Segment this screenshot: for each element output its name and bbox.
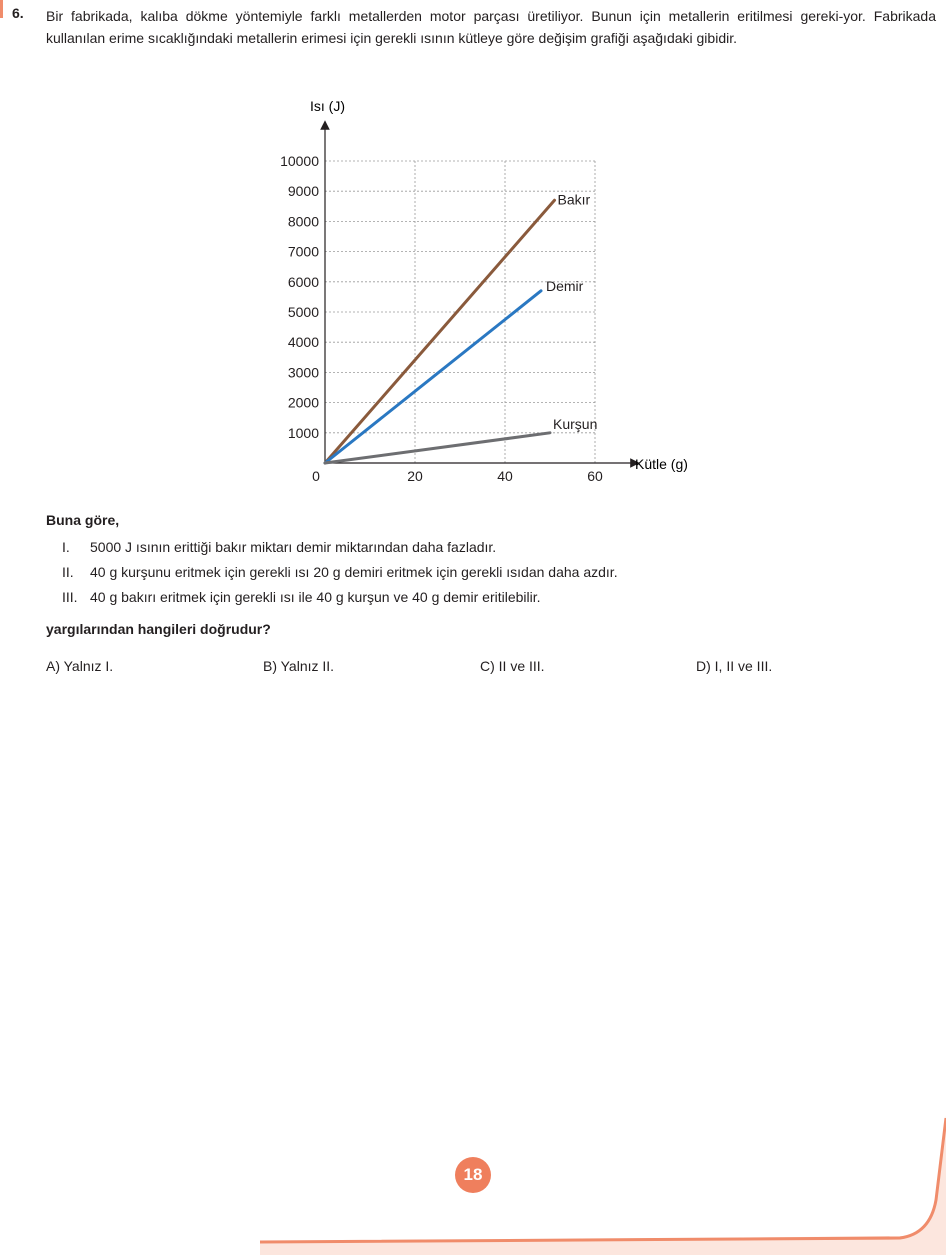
question-number: 6. [12, 5, 24, 21]
y-axis-label: Isı (J) [310, 98, 345, 114]
y-tick-label: 7000 [287, 243, 319, 260]
page-number-badge: 18 [455, 1157, 491, 1193]
x-tick-label: 0 [312, 468, 320, 484]
y-tick-label: 6000 [287, 273, 319, 290]
chart-svg [260, 95, 720, 490]
option-b[interactable]: B) Yalnız II. [263, 658, 335, 674]
y-tick-label: 1000 [287, 424, 319, 441]
series-label: Demir [546, 277, 584, 294]
option-d[interactable]: D) I, II ve III. [696, 658, 773, 674]
lead-text: Buna göre, [46, 512, 120, 528]
y-tick-label: 9000 [287, 183, 319, 200]
x-axis-label: Kütle (g) [635, 456, 688, 472]
series-line [325, 200, 555, 463]
y-tick-label: 10000 [280, 153, 319, 169]
y-tick-label: 2000 [287, 394, 319, 411]
statement-number: II. [62, 564, 74, 580]
statement-text: 5000 J ısının erittiği bakır miktarı demir miktarından daha fazladır. [90, 539, 497, 555]
series-label: Bakır [557, 191, 591, 208]
x-tick-label: 40 [497, 468, 513, 484]
statement-number: I. [62, 539, 70, 555]
question-text: Bir fabrikada, kalıba dökme yöntemiyle farklı metallerden motor parçası üretiliyor. Bunun için metallerin eritilmesi gereki-yor. Fabrikada kullanılan erime sıcaklığındaki metallerin erimesi için gerekli ısının kütleye göre değişim grafiği aşağıdaki gibidir. [46, 8, 936, 46]
y-tick-label: 5000 [287, 304, 319, 320]
statement-text: 40 g bakırı eritmek için gerekli ısı ile 40 g kurşun ve 40 g demir eritilebilir. [90, 589, 541, 605]
question-prompt: yargılarından hangileri doğrudur? [46, 621, 271, 637]
y-tick-label: 3000 [287, 364, 319, 381]
statement-text: 40 g kurşunu eritmek için gerekli ısı 20 g demiri eritmek için gerekli ısıdan daha azdır. [90, 564, 618, 580]
option-a[interactable]: A) Yalnız I. [46, 658, 114, 674]
x-tick-label: 60 [587, 468, 603, 484]
heat-mass-chart [260, 95, 720, 495]
y-tick-label: 4000 [287, 334, 319, 351]
y-tick-label: 8000 [287, 213, 319, 230]
x-tick-label: 20 [407, 468, 423, 484]
series-label: Kurşun [553, 415, 598, 432]
option-c[interactable]: C) II ve III. [480, 658, 545, 674]
statement-number: III. [62, 589, 78, 605]
